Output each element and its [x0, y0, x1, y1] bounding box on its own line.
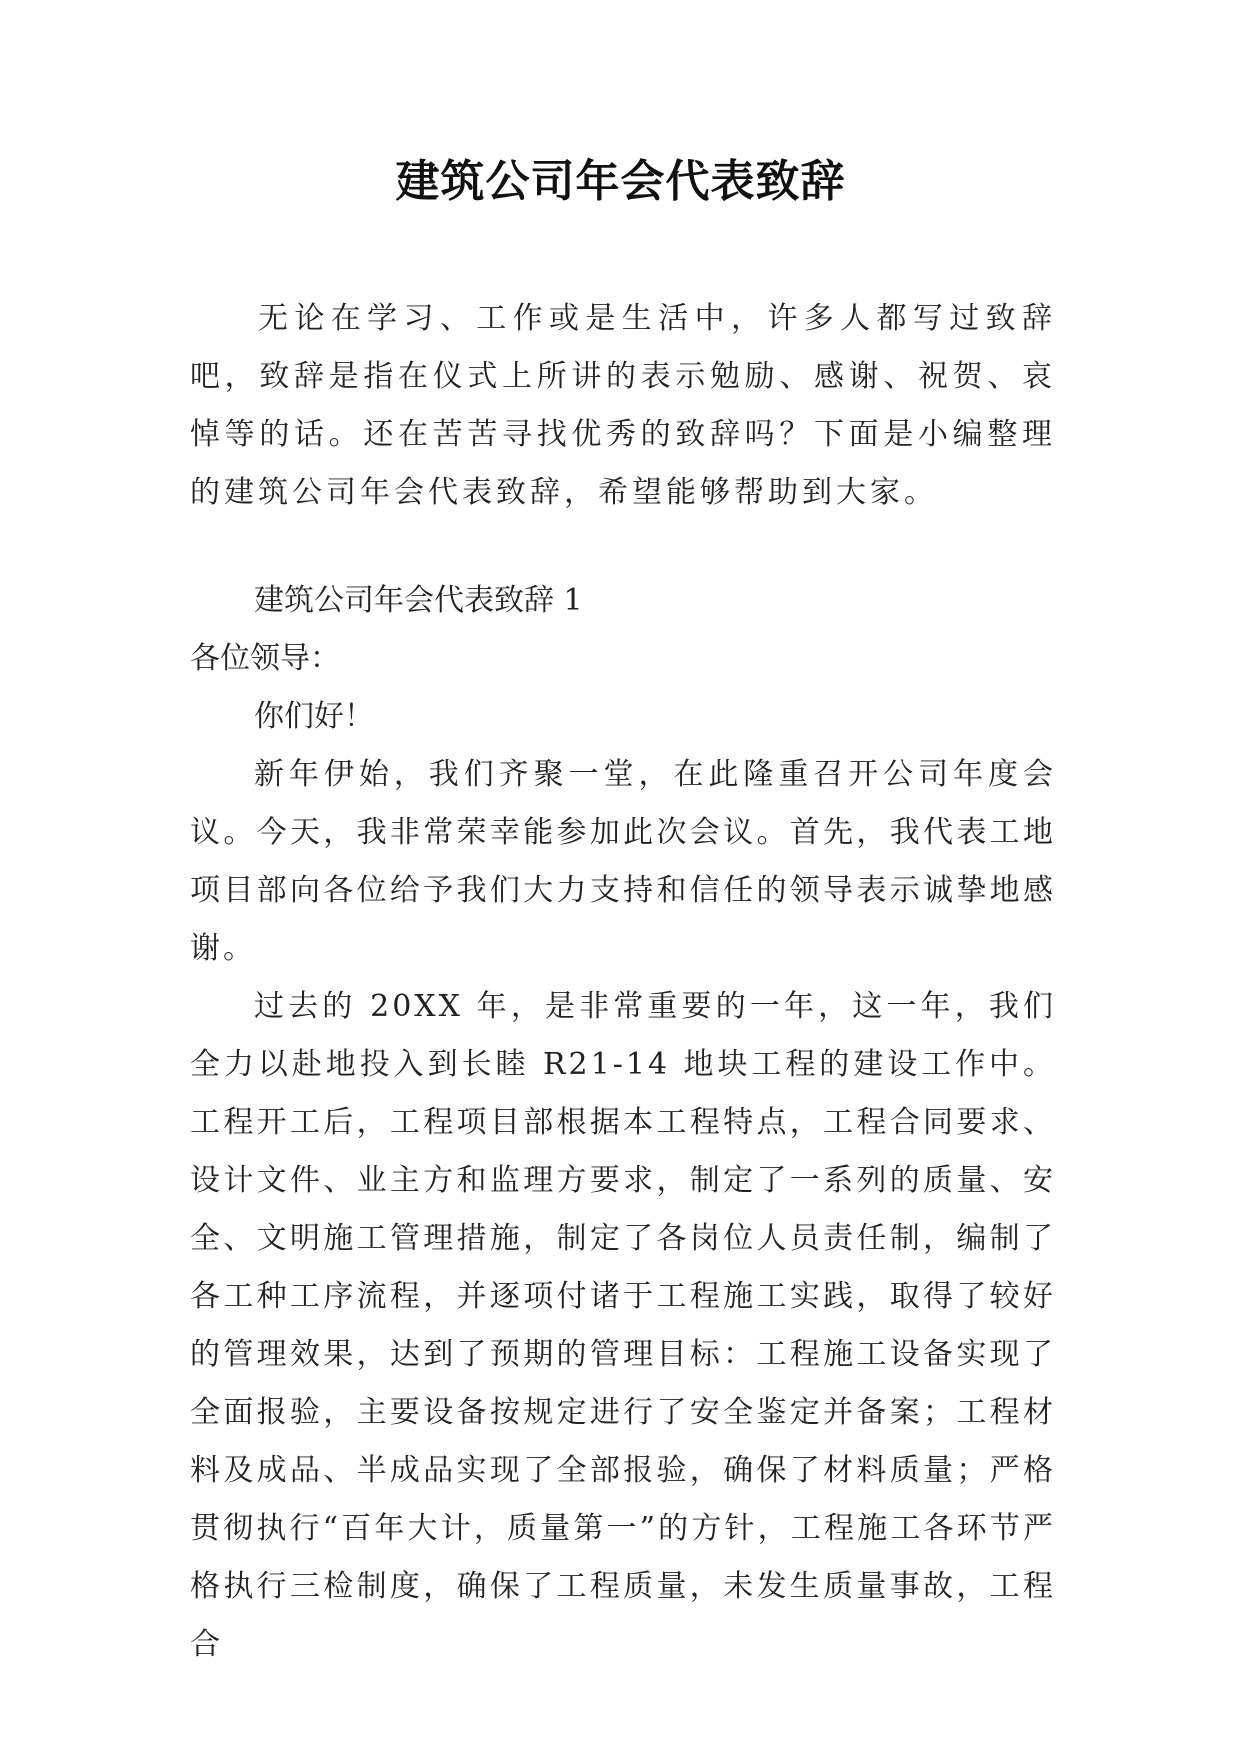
- body-paragraph-1: 新年伊始，我们齐聚一堂，在此隆重召开公司年度会议。今天，我非常荣幸能参加此次会议。首先，我代表工地项目部向各位给予我们大力支持和信任的领导表示诚挚地感谢。: [190, 757, 1056, 966]
- salutation: 各位领导：: [190, 641, 340, 676]
- intro-paragraph: [190, 290, 1056, 522]
- document-title: 建筑公司年会代表致辞: [395, 156, 846, 207]
- body-paragraph-2: 过去的 20XX 年，是非常重要的一年，这一年，我们全力以赴地投入到长睦 R21-14 地块工程的建设工作中。工程开工后，工程项目部根据本工程特点，工程合同要求、设计文件、业主方和监理方要求，制定了一系列的质量、安全、文明施工管理措施，制定了各岗位人员责任制，编制了各工种工序流程，并逐项付诸于工程施工实践，取得了较好的管理效果，达到了预期的管理目标：工程施工设备实现了全面报验，主要设备按规定进行了安全鉴定并备案；工程材料及成品、半成品实现了全部报验，确保了材料质量；严格贯彻执行“百年大计，质量第一”的方针，工程施工各环节严格执行三检制度，确保了工程质量，未发生质量事故，工程合: [190, 989, 1056, 1662]
- section-heading: 建筑公司年会代表致辞 1: [254, 583, 583, 618]
- speech-body: [190, 572, 1056, 1674]
- greeting: 你们好！: [254, 699, 374, 734]
- intro-text: 无论在学习、工作或是生活中，许多人都写过致辞吧，致辞是指在仪式上所讲的表示勉励、感谢、祝贺、哀悼等的话。还在苦苦寻找优秀的致辞吗？下面是小编整理的建筑公司年会代表致辞，希望能够帮助到大家。: [190, 301, 1056, 510]
